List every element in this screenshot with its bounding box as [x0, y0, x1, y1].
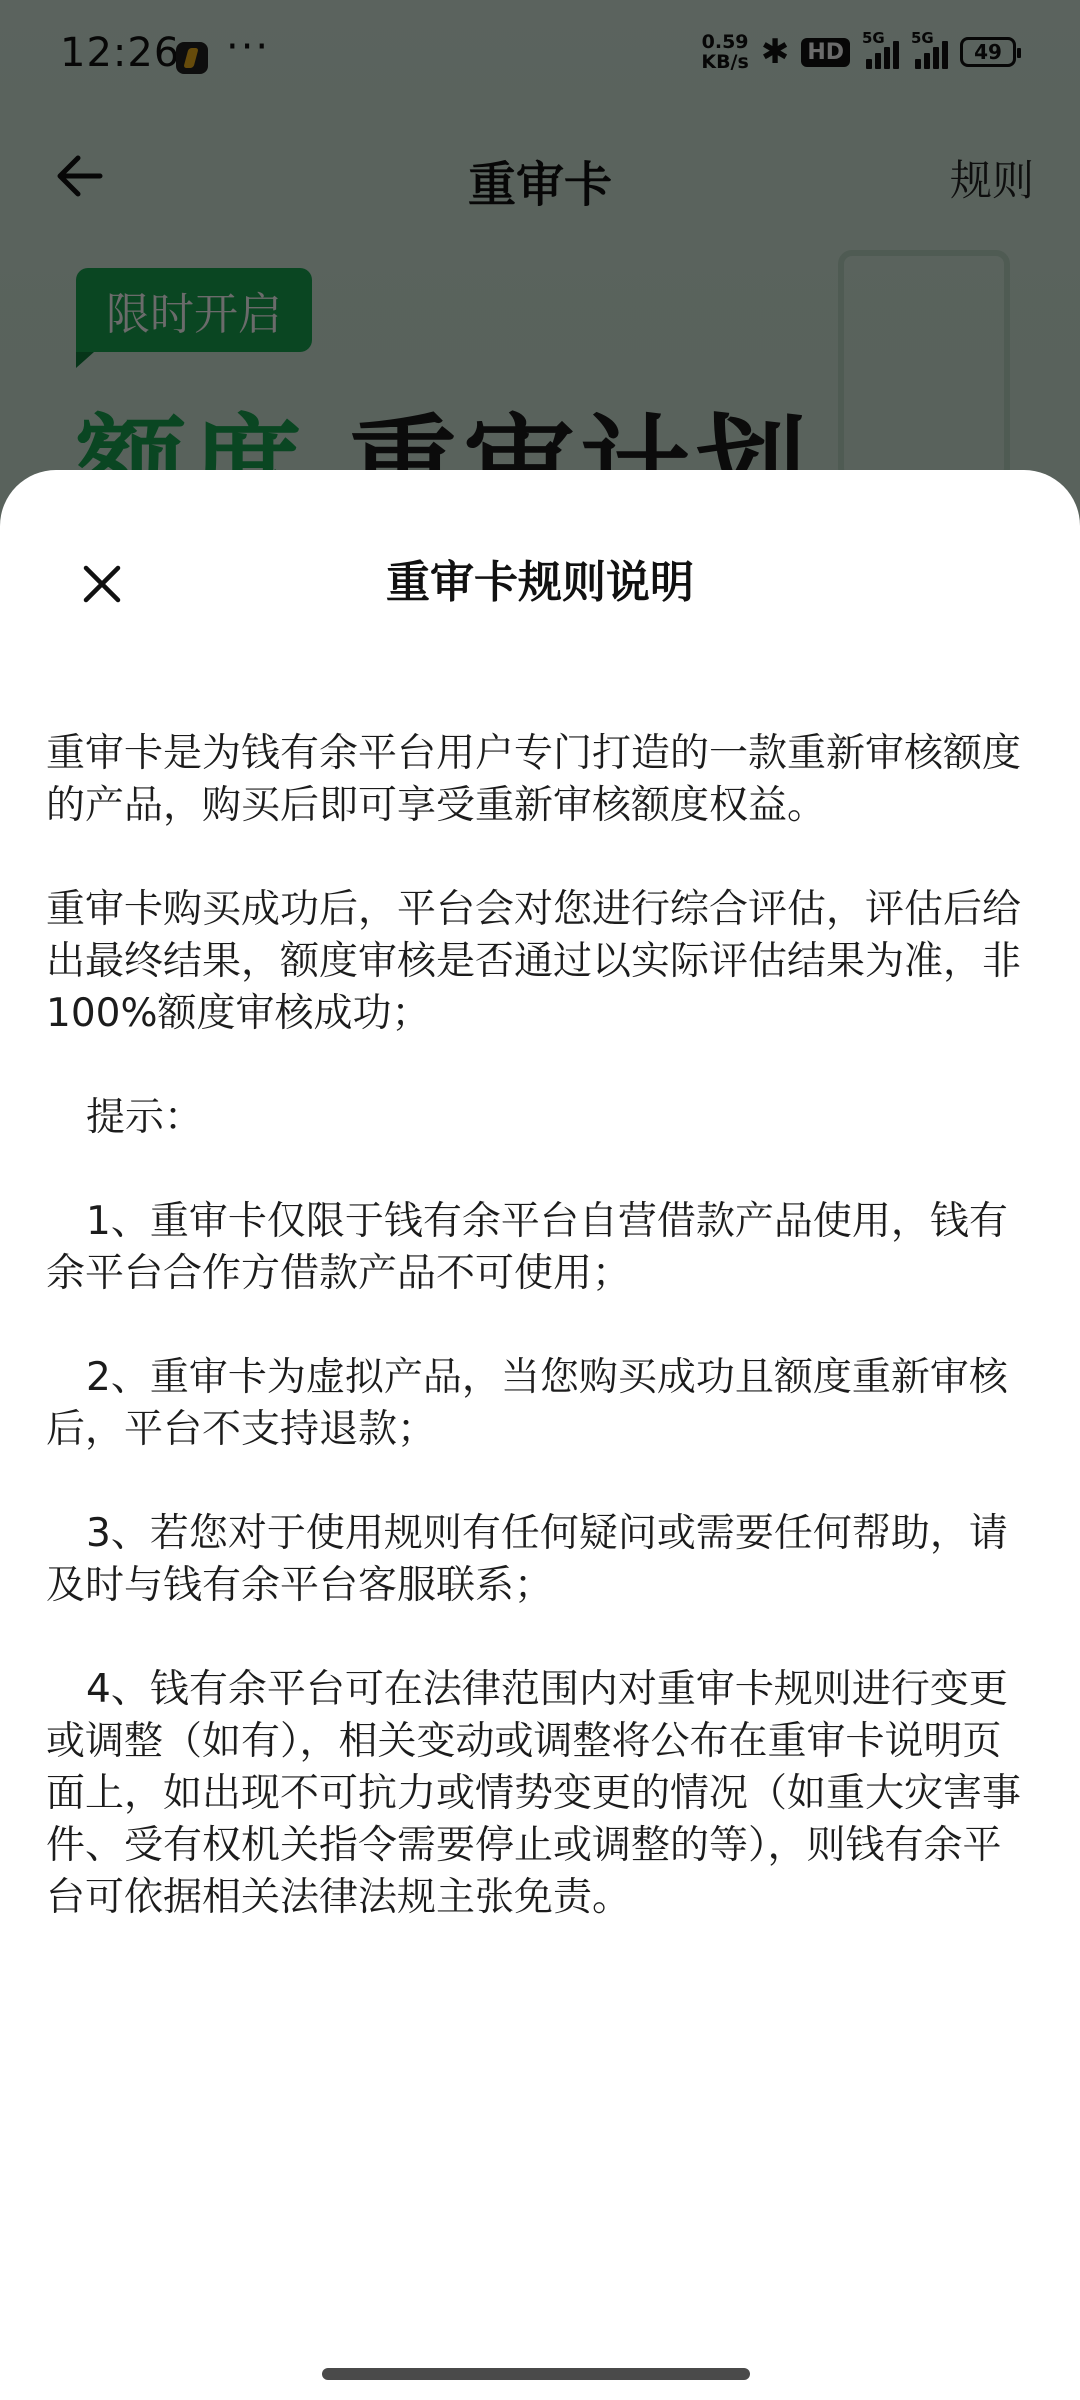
rules-tip-1: 1、重审卡仅限于钱有余平台自营借款产品使用，钱有余平台合作方借款产品不可使用； — [46, 1199, 1008, 1296]
rules-paragraph-intro: 重审卡是为钱有余平台用户专门打造的一款重新审核额度的产品，购买后即可享受重新审核额度权益。 — [46, 731, 1022, 828]
sheet-title: 重审卡规则说明 — [386, 557, 694, 608]
rules-bottom-sheet — [0, 470, 1080, 2400]
rules-tips-heading: 提示： — [86, 1095, 204, 1140]
rules-tip-4: 4、钱有余平台可在法律范围内对重审卡规则进行变更或调整（如有），相关变动或调整将公布在重审卡说明页面上，如出现不可抗力或情势变更的情况（如重大灾害事件、受有权机关指令需要停止或调整的等），则钱有余平台可依据相关法律法规主张免责。 — [46, 1667, 1022, 1920]
home-indicator[interactable] — [322, 2368, 750, 2380]
rules-content — [46, 728, 1036, 1976]
rules-tip-3: 3、若您对于使用规则有任何疑问或需要任何帮助，请及时与钱有余平台客服联系； — [46, 1511, 1008, 1608]
rules-tip-2: 2、重审卡为虚拟产品，当您购买成功且额度重新审核后，平台不支持退款； — [46, 1355, 1008, 1452]
rules-paragraph-evaluation: 重审卡购买成功后，平台会对您进行综合评估，评估后给出最终结果，额度审核是否通过以实际评估结果为准，非100%额度审核成功； — [46, 887, 1022, 1036]
